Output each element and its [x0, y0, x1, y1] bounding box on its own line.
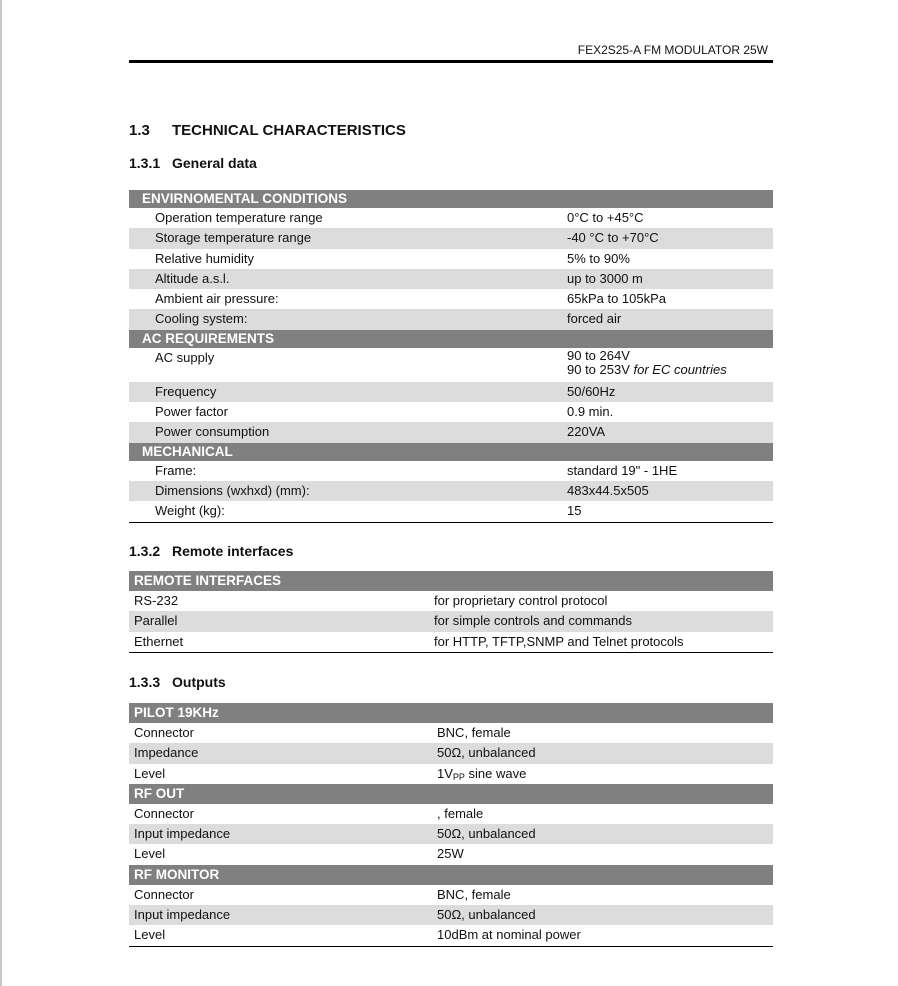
subsection-title: General data [172, 155, 257, 171]
group-header-environmental: ENVIRNOMENTAL CONDITIONS [129, 190, 773, 208]
table-row: AC supply 90 to 264V 90 to 253V for EC countries [155, 347, 727, 377]
table-row: Input impedance 50Ω, unbalanced [129, 905, 773, 925]
group-header-rf-monitor: RF MONITOR [129, 865, 773, 885]
table-row: Level $1V_{PP}$ sine wave [134, 765, 527, 782]
page-edge [0, 0, 2, 986]
table-row: Power consumption 220VA [129, 422, 773, 442]
table-row: Weight (kg): 15 [155, 503, 582, 519]
outputs-heading [129, 674, 226, 690]
table-row: Frequency 50/60Hz [129, 382, 773, 402]
table-row: Connector , female [134, 805, 484, 821]
table-row: Input impedance 50Ω, unbalanced [129, 824, 773, 844]
header-rule [129, 60, 773, 63]
table-row: Frame: standard 19" - 1HE [155, 462, 678, 478]
section-number: 1.3 [129, 122, 150, 139]
general-data-table [129, 190, 773, 523]
table-row: Parallel for simple controls and commands [129, 611, 773, 631]
subsection-title: Remote interfaces [172, 543, 294, 559]
table-row: Relative humidity 5% to 90% [155, 250, 630, 266]
subsection-title: Outputs [172, 674, 226, 690]
table-row: RS-232 for proprietary control protocol [134, 593, 608, 608]
group-header-pilot: PILOT 19KHz [129, 703, 773, 723]
table-row: Dimensions (wxhxd) (mm): 483x44.5x505 [129, 481, 773, 501]
group-header-remote-interfaces: REMOTE INTERFACES [129, 571, 773, 591]
remote-interfaces-heading [129, 543, 293, 559]
general-data-heading [129, 155, 257, 171]
table-row: Connector BNC, female [134, 725, 511, 740]
table-row: Power factor 0.9 min. [155, 404, 614, 420]
subsection-number: 1.3.2 [129, 543, 161, 559]
section-heading [129, 122, 406, 139]
group-header-mechanical: MECHANICAL [129, 443, 773, 461]
table-row: Connector BNC, female [134, 886, 511, 902]
subsection-number: 1.3.3 [129, 674, 161, 690]
table-row: Impedance 50Ω, unbalanced [129, 743, 773, 763]
outputs-table [129, 703, 773, 947]
table-row: Ethernet for HTTP, TFTP,SNMP and Telnet protocols [134, 633, 684, 649]
running-header: FEX2S25-A FM MODULATOR 25W [577, 43, 768, 57]
subsection-number: 1.3.1 [129, 155, 161, 171]
table-row: Level 25W [134, 846, 464, 862]
section-title: TECHNICAL CHARACTERISTICS [172, 122, 406, 139]
table-row: Storage temperature range -40 °C to +70°C [129, 228, 773, 248]
remote-interfaces-table [129, 571, 773, 653]
table-row: Cooling system: forced air [129, 309, 773, 329]
table-row: Operation temperature range 0°C to +45°C [155, 210, 644, 225]
group-header-ac-requirements: AC REQUIREMENTS [129, 330, 773, 348]
group-header-rf-out: RF OUT [129, 784, 773, 804]
table-row: Level 10dBm at nominal power [134, 927, 581, 943]
table-row: Ambient air pressure: 65kPa to 105kPa [155, 291, 667, 307]
table-row: Altitude a.s.l. up to 3000 m [129, 269, 773, 289]
